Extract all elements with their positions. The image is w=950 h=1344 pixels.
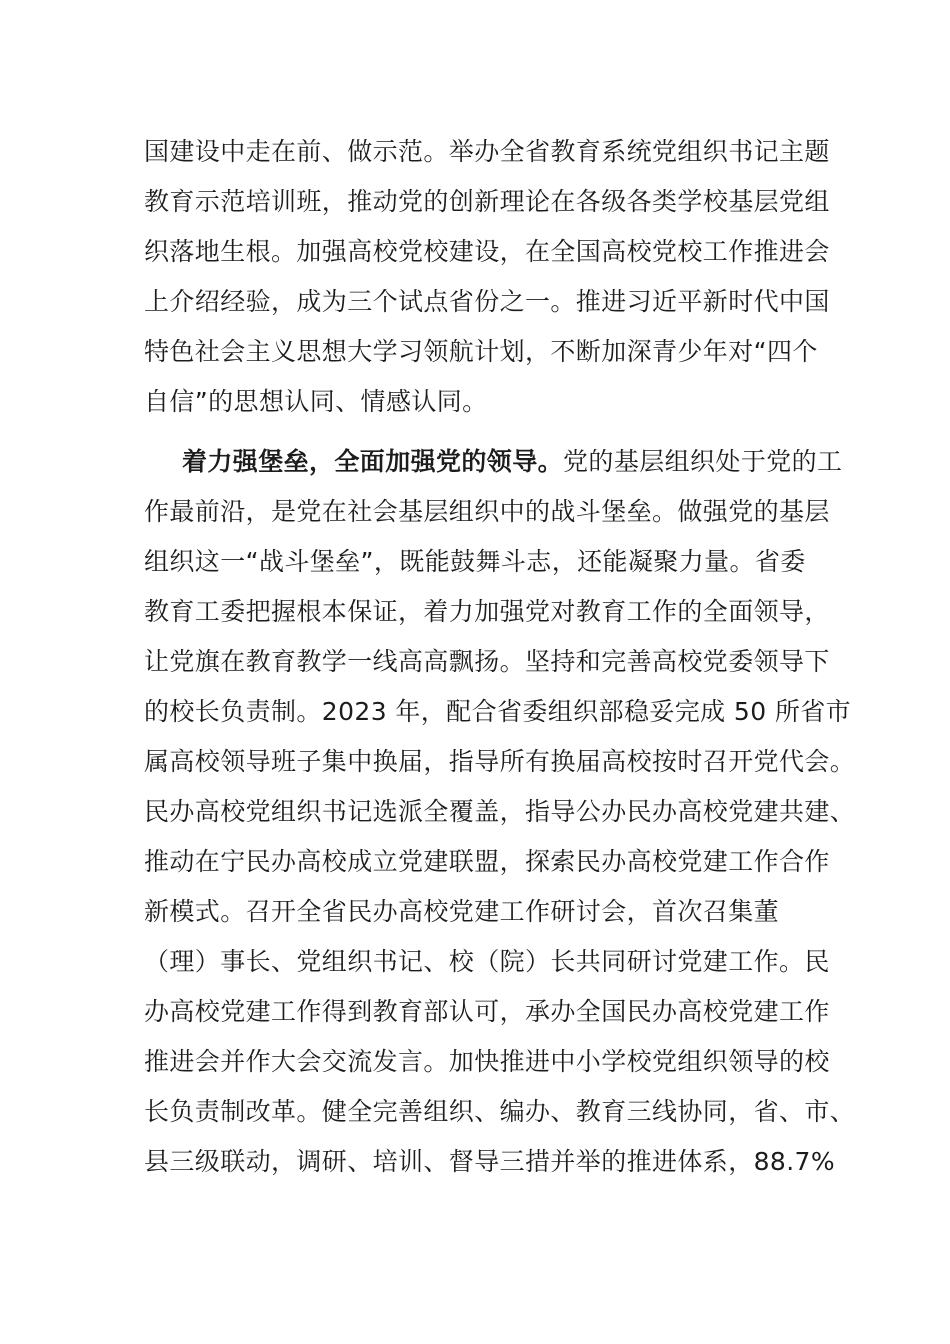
paragraph-line: 长负责制改革。健全完善组织、编办、教育三线协同，省、市、	[144, 1097, 856, 1126]
paragraph-line: 作最前沿，是党在社会基层组织中的战斗堡垒。做强党的基层	[144, 497, 830, 526]
paragraph-line: 教育工委把握根本保证，着力加强党对教育工作的全面领导，	[144, 597, 830, 626]
paragraph-heading: 着力强堡垒，全面加强党的领导。	[182, 447, 564, 476]
paragraph-line: 新模式。召开全省民办高校党建工作研讨会，首次召集董	[144, 897, 780, 926]
paragraph-text: 党的基层组织处于党的工	[563, 447, 843, 476]
paragraph-line: 织落地生根。加强高校党校建设，在全国高校党校工作推进会	[144, 237, 830, 266]
paragraph-line: 县三级联动，调研、培训、督导三措并举的推进体系，88.7%	[144, 1147, 836, 1176]
paragraph-line: 组织这一“战斗堡垒”，既能鼓舞斗志，还能凝聚力量。省委	[144, 547, 806, 576]
paragraph-first-line	[144, 437, 843, 487]
paragraph-line: 国建设中走在前、做示范。举办全省教育系统党组织书记主题	[144, 137, 830, 166]
paragraph-2	[144, 437, 856, 1187]
paragraph-line: 属高校领导班子集中换届，指导所有换届高校按时召开党代会。	[144, 747, 856, 776]
paragraph-line: 特色社会主义思想大学习领航计划，不断加深青少年对“四个	[144, 337, 818, 366]
paragraph-line: 的校长负责制。2023 年，配合省委组织部稳妥完成 50 所省市	[144, 697, 852, 726]
paragraph-1	[144, 127, 834, 427]
paragraph-line: （理）事长、党组织书记、校（院）长共同研讨党建工作。民	[144, 947, 830, 976]
paragraph-line: 让党旗在教育教学一线高高飘扬。坚持和完善高校党委领导下	[144, 647, 830, 676]
paragraph-line: 自信”的思想认同、情感认同。	[144, 387, 488, 416]
paragraph-line: 民办高校党组织书记选派全覆盖，指导公办民办高校党建共建、	[144, 797, 856, 826]
paragraph-line: 上介绍经验，成为三个试点省份之一。推进习近平新时代中国	[144, 287, 830, 316]
paragraph-line: 办高校党建工作得到教育部认可，承办全国民办高校党建工作	[144, 997, 830, 1026]
paragraph-line: 教育示范培训班，推动党的创新理论在各级各类学校基层党组	[144, 187, 830, 216]
paragraph-line: 推进会并作大会交流发言。加快推进中小学校党组织领导的校	[144, 1047, 830, 1076]
paragraph-line: 推动在宁民办高校成立党建联盟，探索民办高校党建工作合作	[144, 847, 830, 876]
